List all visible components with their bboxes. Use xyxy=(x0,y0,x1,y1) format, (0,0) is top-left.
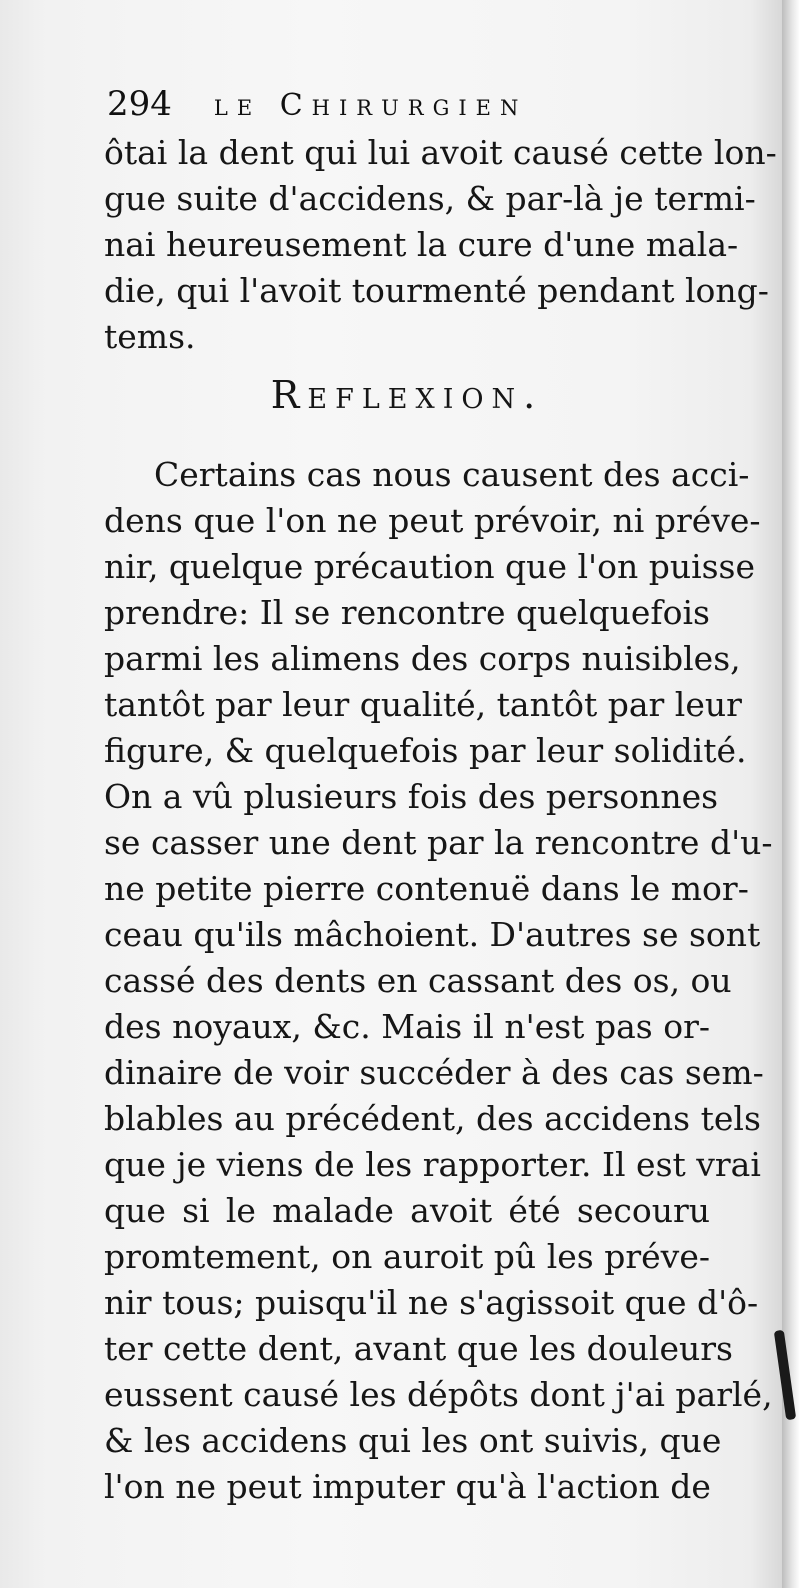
text-line: gue suite d'accidens, & par-là je termi- xyxy=(104,179,756,218)
text-line: Certains cas nous causent des acci- xyxy=(154,455,750,494)
text-line: nai heureusement la cure d'une mala- xyxy=(104,225,739,264)
text-line: des noyaux, &c. Mais il n'est pas or- xyxy=(104,1007,710,1046)
text-line: ne petite pierre contenuë dans le mor- xyxy=(104,869,749,908)
text-line: ter cette dent, avant que les douleurs xyxy=(104,1329,733,1368)
section-heading: Reflexion. xyxy=(270,373,544,417)
page-edge xyxy=(782,0,800,1588)
text-line: die, qui l'avoit tourmenté pendant long- xyxy=(104,271,769,310)
text-line: nir tous; puisqu'il ne s'agissoit que d'ô- xyxy=(104,1283,759,1322)
text-line: blables au précédent, des accidens tels xyxy=(104,1099,761,1138)
text-line: ceau qu'ils mâchoient. D'autres se sont xyxy=(104,915,761,954)
running-title: le Chirurgien xyxy=(213,88,528,123)
text-line: ôtai la dent qui lui avoit causé cette lon- xyxy=(104,133,777,172)
body-text xyxy=(104,130,777,1510)
text-line: tems. xyxy=(104,317,196,356)
text-line: que je viens de les rapporter. Il est vrai xyxy=(104,1145,761,1184)
paragraph-1 xyxy=(104,130,777,360)
text-line: dens que l'on ne peut prévoir, ni préve- xyxy=(104,501,761,540)
text-line: nir, quelque précaution que l'on puisse xyxy=(104,547,756,586)
text-line: tantôt par leur qualité, tantôt par leur xyxy=(104,685,742,724)
text-line: prendre: Il se rencontre quelquefois xyxy=(104,593,710,632)
text-line: que si le malade avoit été secouru xyxy=(104,1191,710,1230)
text-line: eussent causé les dépôts dont j'ai parlé, xyxy=(104,1375,773,1414)
text-line: se casser une dent par la rencontre d'u- xyxy=(104,823,773,862)
page-number: 294 xyxy=(107,84,172,124)
text-line: dinaire de voir succéder à des cas sem- xyxy=(104,1053,764,1092)
text-line: & les accidens qui les ont suivis, que xyxy=(104,1421,722,1460)
text-line: cassé des dents en cassant des os, ou xyxy=(104,961,732,1000)
text-line: l'on ne peut imputer qu'à l'action de xyxy=(104,1467,711,1506)
text-line: promtement, on auroit pû les préve- xyxy=(104,1237,710,1276)
page-header xyxy=(107,84,527,134)
text-line: parmi les alimens des corps nuisibles, xyxy=(104,639,741,678)
text-line: On a vû plusieurs fois des personnes xyxy=(104,777,719,816)
text-line: figure, & quelquefois par leur solidité. xyxy=(104,731,747,770)
paragraph-2 xyxy=(104,452,773,1510)
